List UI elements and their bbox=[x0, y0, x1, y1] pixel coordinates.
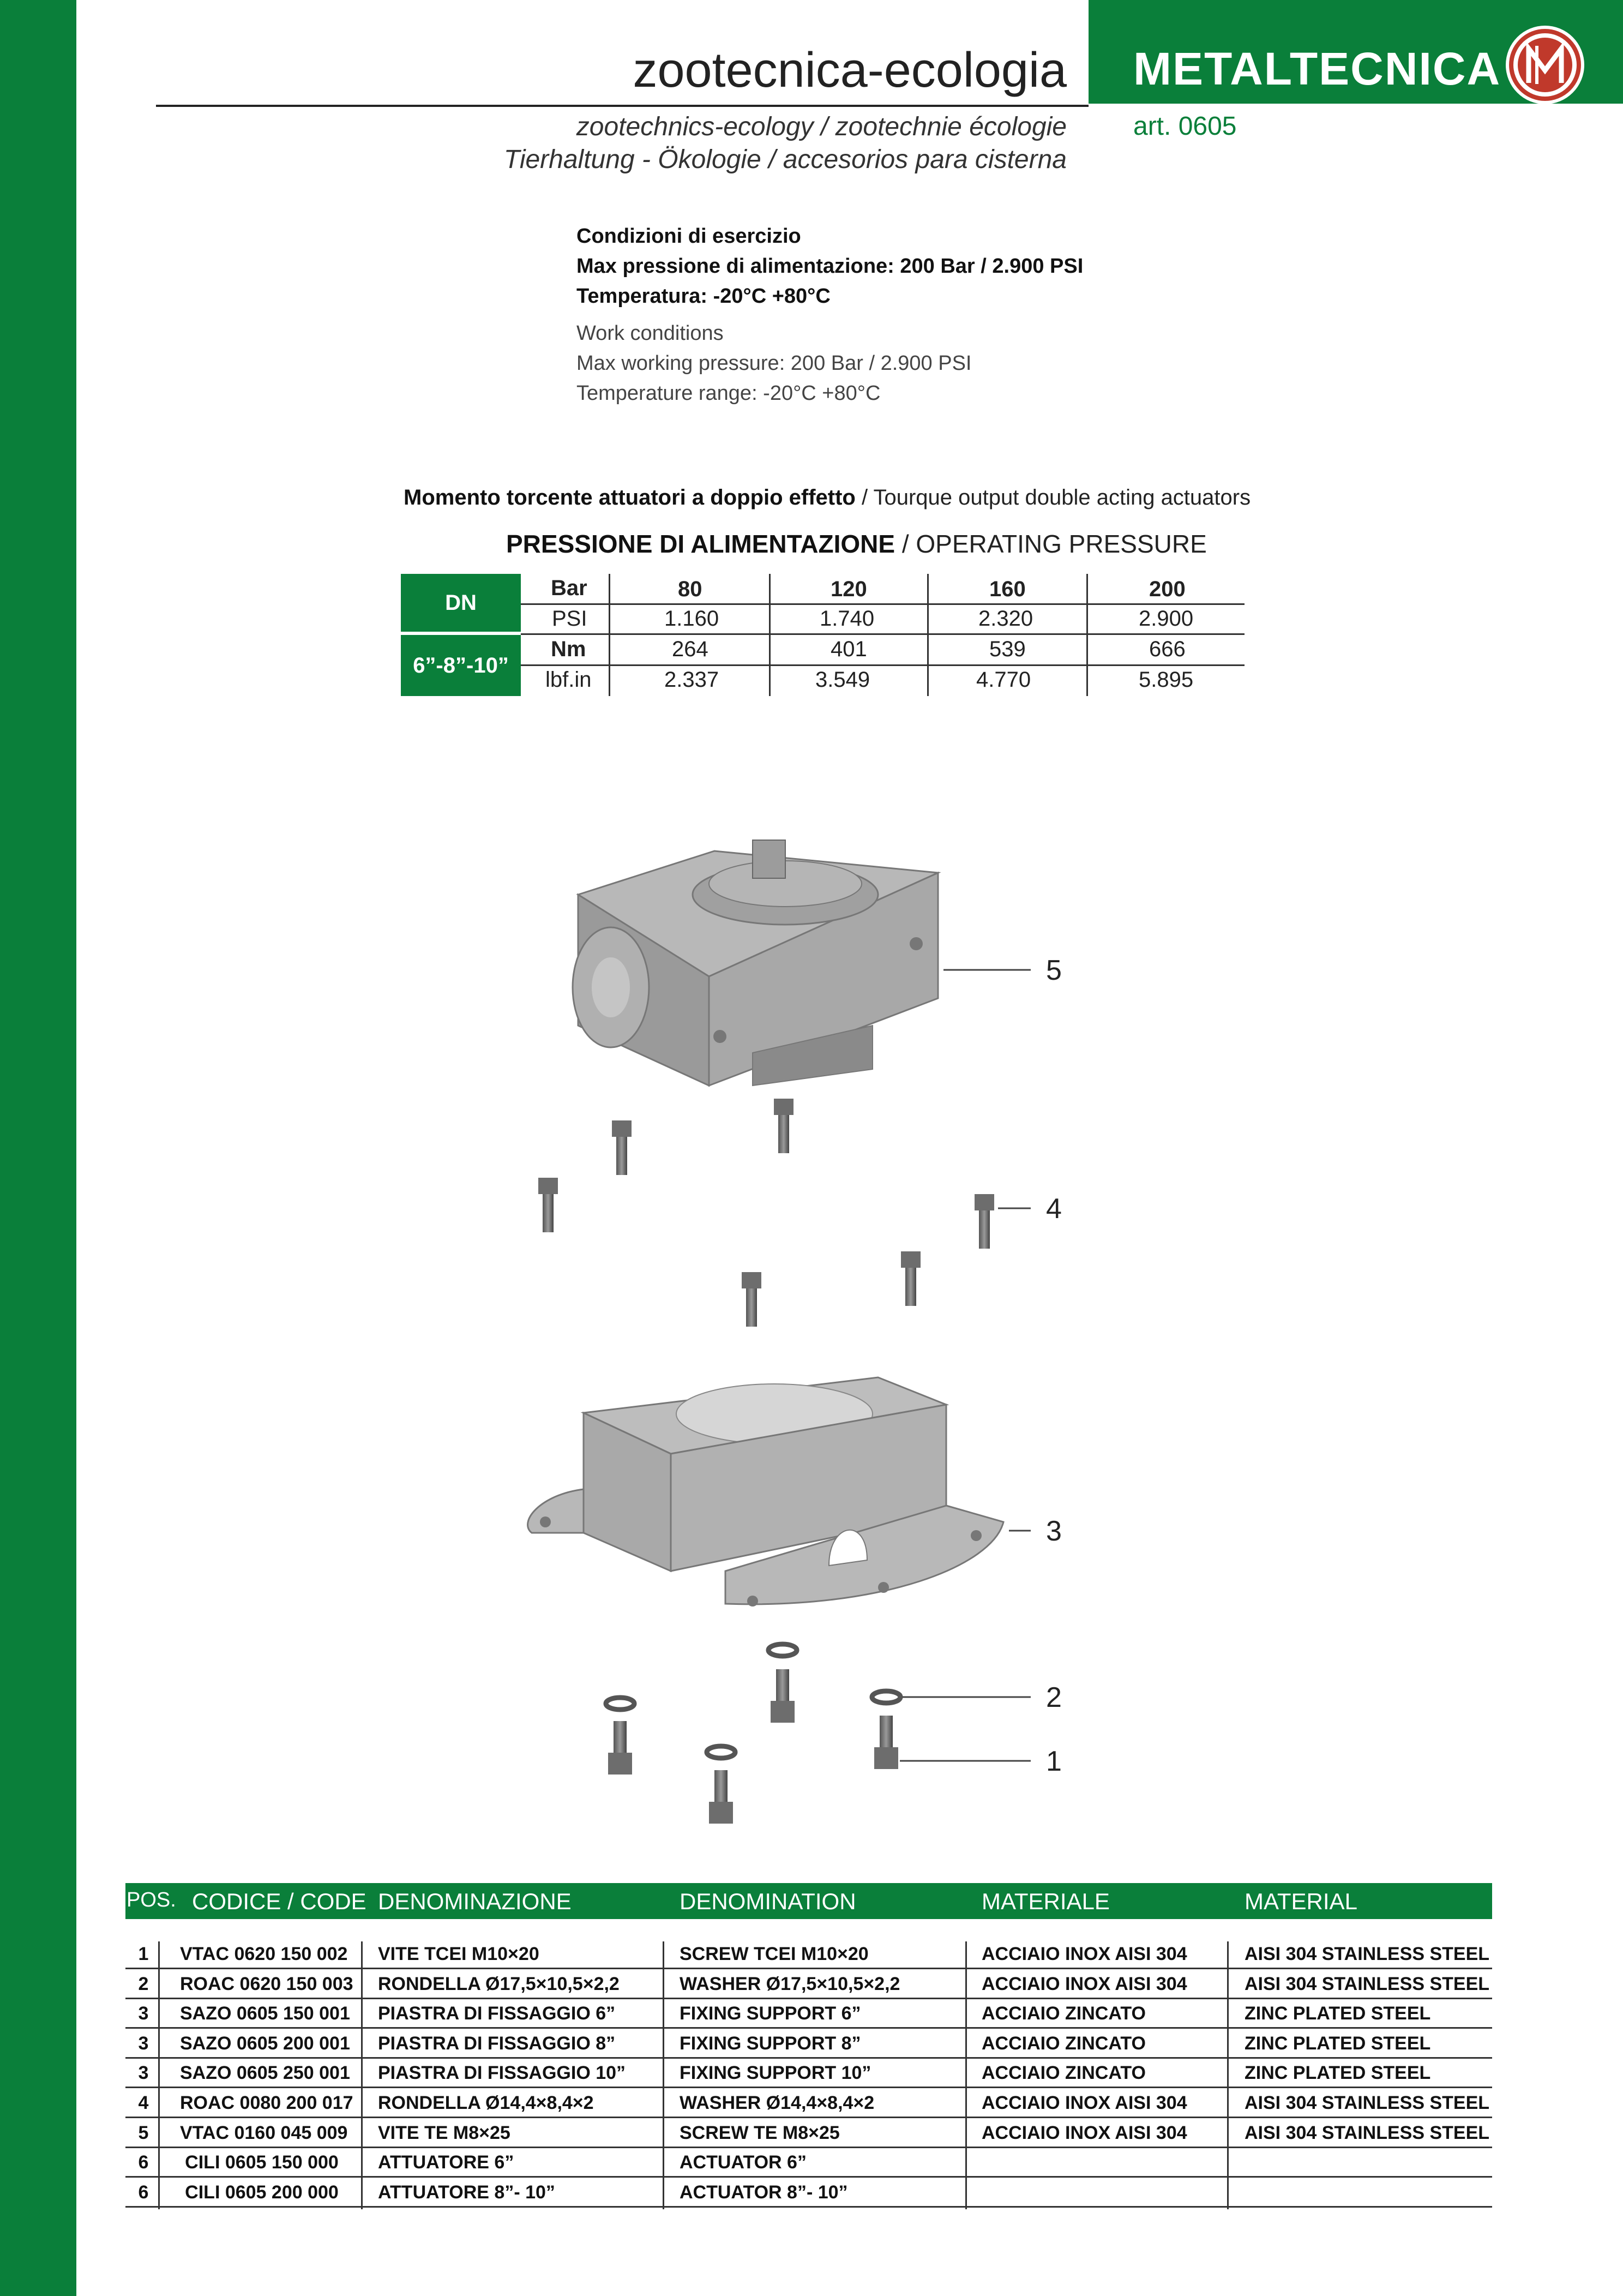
parts-column-divider bbox=[158, 1941, 160, 2209]
parts-cell-materiale: ACCIAIO ZINCATO bbox=[982, 2063, 1146, 2084]
callout-4: 4 bbox=[1046, 1193, 1062, 1225]
parts-cell-denominazione: PIASTRA DI FISSAGGIO 6” bbox=[378, 2003, 616, 2024]
header-denominazione: DENOMINAZIONE bbox=[378, 1889, 572, 1914]
conditions-temp-en: Temperature range: -20°C +80°C bbox=[576, 382, 881, 405]
parts-cell-materiale: ACCIAIO ZINCATO bbox=[982, 2003, 1146, 2024]
hex-screws bbox=[538, 1099, 994, 1327]
callout-1: 1 bbox=[1046, 1746, 1062, 1777]
parts-cell-pos: 3 bbox=[138, 2063, 149, 2084]
torque-label-bar: Bar bbox=[551, 576, 587, 600]
torque-title-it: Momento torcente attuatori a doppio effetto bbox=[404, 485, 856, 509]
torque-cell: 264 bbox=[672, 637, 708, 661]
parts-cell-material: AISI 304 STAINLESS STEEL bbox=[1245, 1944, 1490, 1964]
article-number: art. 0605 bbox=[1133, 112, 1237, 141]
torque-cell: 401 bbox=[831, 637, 867, 661]
parts-column-divider bbox=[965, 1941, 967, 2209]
torque-cell: 4.770 bbox=[976, 668, 1031, 692]
torque-cell: 5.895 bbox=[1139, 668, 1194, 692]
torque-cell: 80 bbox=[678, 577, 702, 601]
parts-cell-code: ROAC 0620 150 003 bbox=[180, 1973, 353, 1994]
pressure-heading-en: / OPERATING PRESSURE bbox=[895, 530, 1207, 558]
callout-3: 3 bbox=[1046, 1515, 1062, 1547]
parts-cell-pos: 5 bbox=[138, 2122, 149, 2143]
header-material: MATERIAL bbox=[1245, 1889, 1357, 1914]
brand-name: METALTECNICA bbox=[1133, 43, 1501, 94]
parts-cell-denomination: ACTUATOR 8”- 10” bbox=[680, 2181, 848, 2203]
parts-cell-pos: 6 bbox=[138, 2152, 149, 2173]
dn-header: DN bbox=[401, 574, 521, 632]
torque-label-nm: Nm bbox=[551, 637, 586, 661]
parts-cell-denomination: WASHER Ø17,5×10,5×2,2 bbox=[680, 1973, 900, 1994]
parts-cell-code: SAZO 0605 200 001 bbox=[180, 2033, 350, 2054]
torque-cell: 2.337 bbox=[664, 668, 719, 692]
torque-cell: 2.900 bbox=[1139, 607, 1194, 631]
parts-cell-pos: 1 bbox=[138, 1944, 149, 1964]
parts-cell-denominazione: PIASTRA DI FISSAGGIO 10” bbox=[378, 2063, 626, 2084]
parts-cell-material: AISI 304 STAINLESS STEEL bbox=[1245, 2122, 1490, 2143]
torque-title-en: / Tourque output double acting actuators bbox=[855, 485, 1251, 509]
torque-label-lbfin: lbf.in bbox=[545, 668, 592, 692]
torque-cell: 539 bbox=[989, 637, 1026, 661]
parts-column-divider bbox=[663, 1941, 664, 2209]
parts-cell-denomination: FIXING SUPPORT 10” bbox=[680, 2063, 871, 2084]
parts-cell-pos: 6 bbox=[138, 2181, 149, 2203]
parts-cell-materiale: ACCIAIO INOX AISI 304 bbox=[982, 1944, 1187, 1964]
parts-cell-code: ROAC 0080 200 017 bbox=[180, 2093, 353, 2113]
conditions-temp-it: Temperatura: -20°C +80°C bbox=[576, 285, 831, 308]
parts-cell-materiale: ACCIAIO INOX AISI 304 bbox=[982, 1973, 1187, 1994]
parts-cell-code: CILI 0605 200 000 bbox=[185, 2181, 339, 2203]
parts-row-divider bbox=[125, 2206, 1492, 2208]
conditions-heading-en: Work conditions bbox=[576, 322, 724, 345]
parts-cell-material: ZINC PLATED STEEL bbox=[1245, 2033, 1431, 2054]
fixing-support-part bbox=[528, 1377, 1003, 1606]
parts-row-divider bbox=[125, 2057, 1492, 2059]
parts-cell-denomination: ACTUATOR 6” bbox=[680, 2152, 807, 2173]
header-pos: POS. bbox=[127, 1889, 176, 1911]
callout-5: 5 bbox=[1046, 955, 1062, 986]
header-materiale: MATERIALE bbox=[982, 1889, 1110, 1914]
callout-2: 2 bbox=[1046, 1682, 1062, 1713]
parts-cell-pos: 4 bbox=[138, 2093, 149, 2113]
parts-cell-pos: 3 bbox=[138, 2033, 149, 2054]
socket-screws bbox=[608, 1669, 898, 1824]
parts-row-divider bbox=[125, 2147, 1492, 2148]
parts-cell-denominazione: ATTUATORE 6” bbox=[378, 2152, 514, 2173]
parts-cell-denominazione: VITE TE M8×25 bbox=[378, 2122, 510, 2143]
parts-cell-materiale: ACCIAIO ZINCATO bbox=[982, 2033, 1146, 2054]
torque-cell: 2.320 bbox=[978, 607, 1033, 631]
torque-cell: 1.740 bbox=[820, 607, 875, 631]
torque-label-psi: PSI bbox=[552, 607, 587, 631]
parts-row-divider bbox=[125, 2176, 1492, 2178]
parts-cell-material: ZINC PLATED STEEL bbox=[1245, 2003, 1431, 2024]
parts-cell-code: VTAC 0620 150 002 bbox=[180, 1944, 348, 1964]
parts-cell-denomination: FIXING SUPPORT 6” bbox=[680, 2003, 861, 2024]
parts-cell-denominazione: ATTUATORE 8”- 10” bbox=[378, 2181, 555, 2203]
dn-size-value: 6”-8”-10” bbox=[401, 635, 521, 696]
torque-cell: 1.160 bbox=[664, 607, 719, 631]
parts-cell-code: SAZO 0605 250 001 bbox=[180, 2063, 350, 2084]
torque-cell: 3.549 bbox=[815, 668, 870, 692]
conditions-pressure-en: Max working pressure: 200 Bar / 2.900 PSI bbox=[576, 352, 972, 375]
subtitle-line-1: zootechnics-ecology / zootechnie écologie bbox=[576, 112, 1067, 141]
parts-cell-code: SAZO 0605 150 001 bbox=[180, 2003, 350, 2024]
parts-column-divider bbox=[1227, 1941, 1229, 2209]
parts-cell-material: AISI 304 STAINLESS STEEL bbox=[1245, 2093, 1490, 2113]
torque-cell: 160 bbox=[989, 577, 1026, 601]
parts-row-divider bbox=[125, 1998, 1492, 1999]
parts-cell-pos: 3 bbox=[138, 2003, 149, 2024]
parts-row-divider bbox=[125, 2027, 1492, 2029]
parts-cell-denominazione: PIASTRA DI FISSAGGIO 8” bbox=[378, 2033, 616, 2054]
parts-cell-denominazione: RONDELLA Ø14,4×8,4×2 bbox=[378, 2093, 594, 2113]
parts-cell-denomination: SCREW TCEI M10×20 bbox=[680, 1944, 869, 1964]
actuator-part bbox=[573, 840, 938, 1086]
torque-cell: 666 bbox=[1149, 637, 1186, 661]
parts-cell-code: VTAC 0160 045 009 bbox=[180, 2122, 348, 2143]
parts-cell-material: ZINC PLATED STEEL bbox=[1245, 2063, 1431, 2084]
parts-row-divider bbox=[125, 1968, 1492, 1969]
parts-cell-code: CILI 0605 150 000 bbox=[185, 2152, 339, 2173]
parts-cell-denominazione: VITE TCEI M10×20 bbox=[378, 1944, 539, 1964]
parts-cell-denominazione: RONDELLA Ø17,5×10,5×2,2 bbox=[378, 1973, 620, 1994]
parts-cell-material: AISI 304 STAINLESS STEEL bbox=[1245, 1973, 1490, 1994]
parts-row-divider bbox=[125, 2087, 1492, 2088]
parts-cell-materiale: ACCIAIO INOX AISI 304 bbox=[982, 2093, 1187, 2113]
subtitle-line-2: Tierhaltung - Ökologie / accesorios para cisterna bbox=[503, 145, 1067, 174]
parts-column-divider bbox=[361, 1941, 363, 2209]
header-denomination: DENOMINATION bbox=[680, 1889, 856, 1914]
parts-cell-materiale: ACCIAIO INOX AISI 304 bbox=[982, 2122, 1187, 2143]
header-code: CODICE / CODE bbox=[192, 1889, 366, 1914]
page-title: zootecnica-ecologia bbox=[633, 43, 1067, 98]
pressure-heading-it: PRESSIONE DI ALIMENTAZIONE bbox=[506, 530, 895, 558]
torque-cell: 200 bbox=[1149, 577, 1186, 601]
parts-cell-denomination: SCREW TE M8×25 bbox=[680, 2122, 840, 2143]
conditions-pressure-it: Max pressione di alimentazione: 200 Bar / 2.900 PSI bbox=[576, 255, 1084, 278]
parts-cell-pos: 2 bbox=[138, 1973, 149, 1994]
parts-row-divider bbox=[125, 2117, 1492, 2118]
parts-cell-denomination: WASHER Ø14,4×8,4×2 bbox=[680, 2093, 875, 2113]
torque-cell: 120 bbox=[831, 577, 867, 601]
washers bbox=[606, 1644, 900, 1758]
conditions-heading-it: Condizioni di esercizio bbox=[576, 225, 801, 248]
parts-cell-denomination: FIXING SUPPORT 8” bbox=[680, 2033, 861, 2054]
